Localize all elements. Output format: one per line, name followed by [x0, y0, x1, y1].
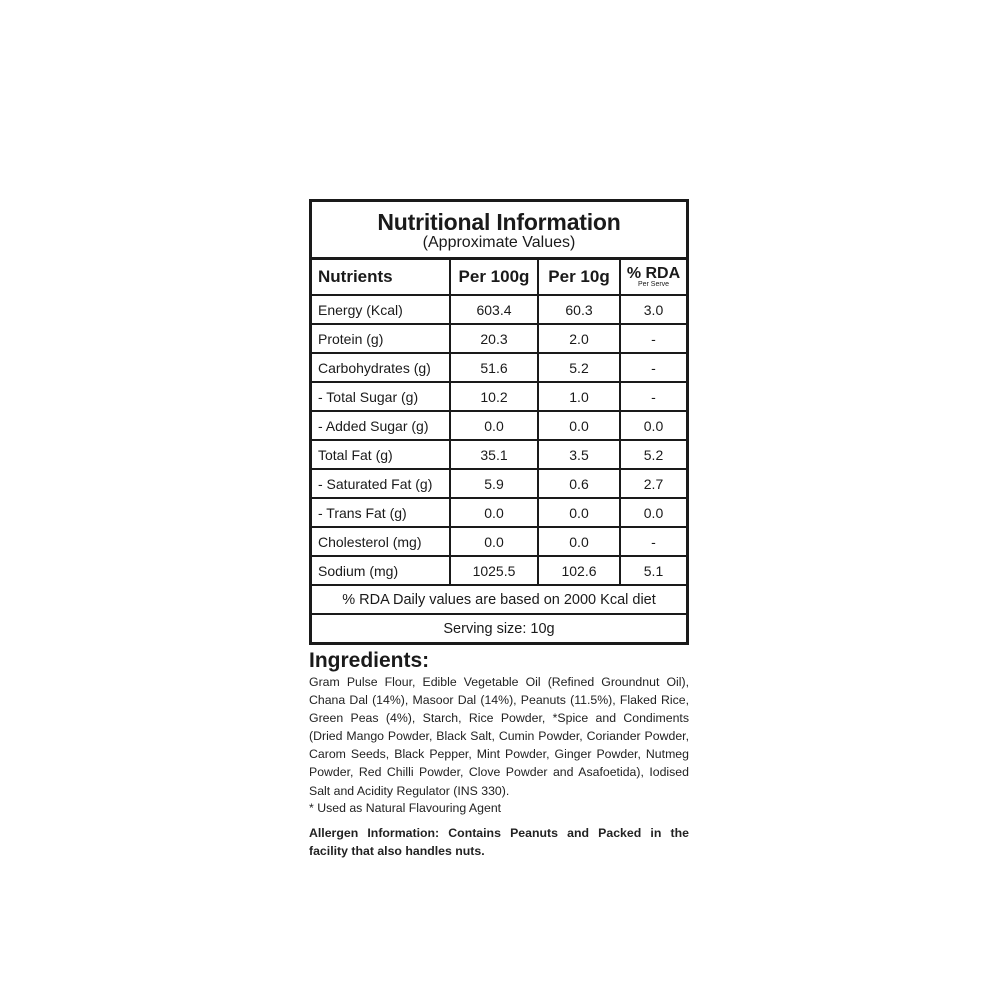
- per-10g-value: 2.0: [537, 325, 619, 352]
- serving-size: Serving size: 10g: [443, 620, 555, 637]
- nutrient-name: Energy (Kcal): [318, 301, 403, 318]
- per-100g-value: 5.9: [449, 470, 537, 497]
- per-100g-value: 51.6: [449, 354, 537, 381]
- rda-value: 3.0: [619, 296, 686, 323]
- per-100g-value: 0.0: [449, 412, 537, 439]
- ingredients-note: * Used as Natural Flavouring Agent: [309, 800, 502, 815]
- per-10g-value: 60.3: [537, 296, 619, 323]
- table-title: Nutritional Information: [377, 209, 621, 235]
- rda-value: 2.7: [619, 470, 686, 497]
- nutrient-name: - Added Sugar (g): [318, 417, 429, 434]
- per-100g-value: 0.0: [449, 499, 537, 526]
- nutrition-label: [309, 199, 689, 860]
- rda-value: 5.1: [619, 557, 686, 584]
- nutrient-name: Total Fat (g): [318, 446, 393, 463]
- per-100g-value: 1025.5: [449, 557, 537, 584]
- header-nutrients: Nutrients: [318, 267, 393, 286]
- table-row: [312, 557, 686, 586]
- allergen-info: Allergen Information: Contains Peanuts and Packed in the facility that also handles nuts.: [309, 825, 689, 858]
- table-row: [312, 441, 686, 470]
- per-100g-value: 20.3: [449, 325, 537, 352]
- nutrient-name: - Trans Fat (g): [318, 504, 407, 521]
- per-10g-value: 3.5: [537, 441, 619, 468]
- nutrient-name: - Total Sugar (g): [318, 388, 419, 405]
- per-10g-value: 0.0: [537, 528, 619, 555]
- rda-value: -: [619, 528, 686, 555]
- ingredients-heading: Ingredients:: [309, 649, 430, 672]
- nutrient-name: - Saturated Fat (g): [318, 475, 433, 492]
- header-rda: [619, 260, 686, 294]
- per-10g-value: 5.2: [537, 354, 619, 381]
- per-10g-value: 102.6: [537, 557, 619, 584]
- table-row: [312, 354, 686, 383]
- table-row: [312, 325, 686, 354]
- table-header-row: [312, 260, 686, 296]
- table-row: [312, 412, 686, 441]
- table-row: [312, 528, 686, 557]
- per-100g-value: 10.2: [449, 383, 537, 410]
- header-rda-label: % RDA: [626, 265, 681, 282]
- rda-value: -: [619, 354, 686, 381]
- per-100g-value: 35.1: [449, 441, 537, 468]
- header-rda-sub: Per Serve: [637, 281, 670, 288]
- rda-value: 5.2: [619, 441, 686, 468]
- nutrient-name: Protein (g): [318, 330, 384, 347]
- table-row: [312, 499, 686, 528]
- rda-note: % RDA Daily values are based on 2000 Kcal diet: [312, 586, 686, 615]
- per-100g-value: 603.4: [449, 296, 537, 323]
- table-subtitle: (Approximate Values): [422, 234, 576, 251]
- ingredients-text: Gram Pulse Flour, Edible Vegetable Oil (Refined Groundnut Oil), Chana Dal (14%), Masoor Dal (14%), Peanuts (11.5%), Flaked Rice, Green Peas (4%), Starch, Rice Powder, *Spice and Condiments (Dried Mango Powder, Black Salt, Cumin Powder, Coriander Powder, Carom Seeds, Black Pepper, Mint Powder, Ginger Powder, Nutmeg Powder, Red Chilli Powder, Clove Powder and Asafoetida), Iodised Salt and Acidity Regulator (INS 330).: [309, 675, 689, 798]
- table-title-box: [312, 202, 686, 260]
- per-10g-value: 0.0: [537, 499, 619, 526]
- rda-value: 0.0: [619, 412, 686, 439]
- header-per-10g: Per 10g: [537, 260, 619, 294]
- per-10g-value: 0.0: [537, 412, 619, 439]
- table-row: [312, 383, 686, 412]
- nutrient-name: Cholesterol (mg): [318, 533, 422, 550]
- table-row: [312, 470, 686, 499]
- per-10g-value: 1.0: [537, 383, 619, 410]
- rda-value: -: [619, 383, 686, 410]
- rda-value: -: [619, 325, 686, 352]
- per-10g-value: 0.6: [537, 470, 619, 497]
- nutrient-name: Sodium (mg): [318, 562, 399, 579]
- header-per-100g: Per 100g: [449, 260, 537, 294]
- nutrition-table: [309, 199, 689, 645]
- table-row: [312, 296, 686, 325]
- nutrient-name: Carbohydrates (g): [318, 359, 431, 376]
- per-100g-value: 0.0: [449, 528, 537, 555]
- rda-value: 0.0: [619, 499, 686, 526]
